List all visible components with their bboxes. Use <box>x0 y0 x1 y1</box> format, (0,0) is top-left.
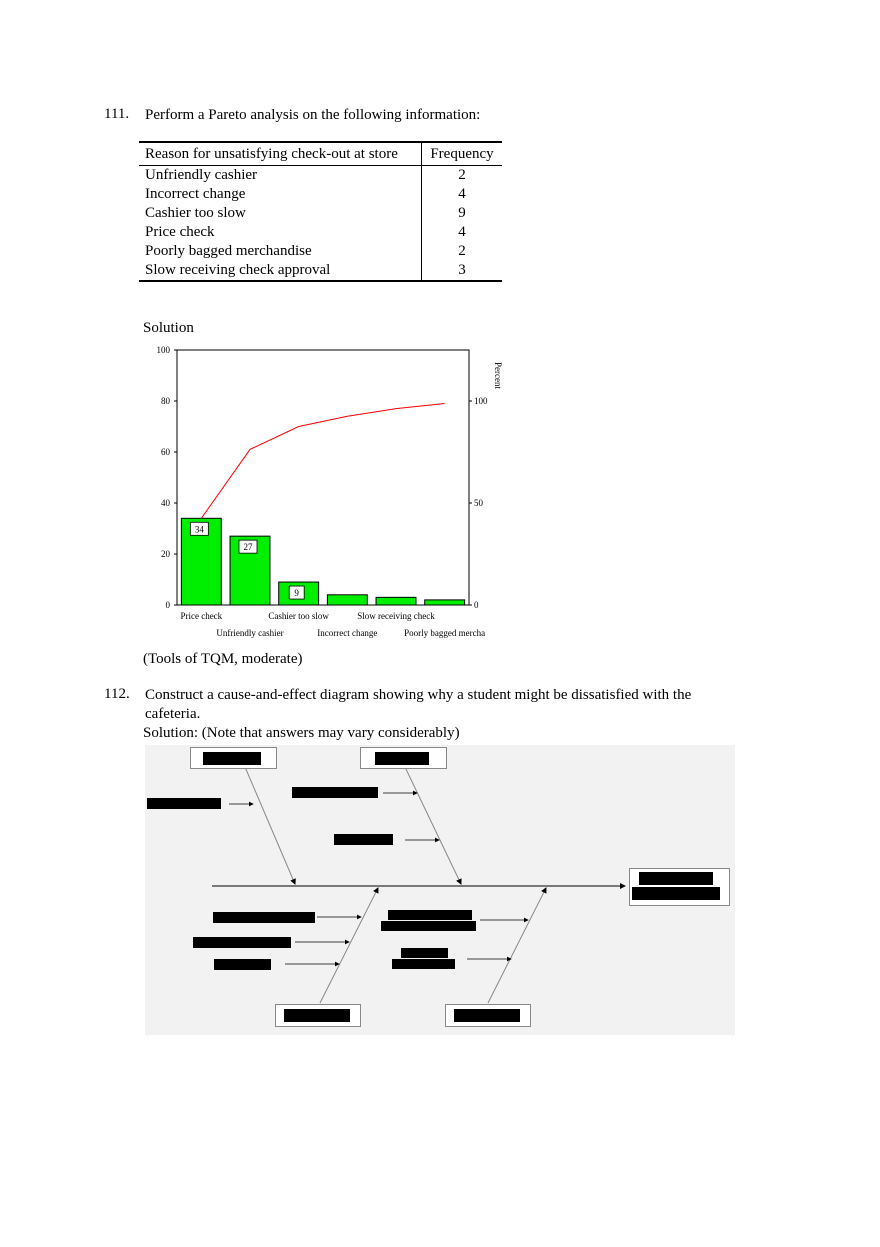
table-header-reason: Reason for unsatisfying check-out at store <box>145 146 398 162</box>
redacted-cause <box>292 787 378 798</box>
y-tick-label: 40 <box>161 498 170 508</box>
row-frequency: 2 <box>422 242 503 261</box>
table-row <box>139 166 502 186</box>
y-tick-label: 80 <box>161 396 170 406</box>
redacted-label <box>454 1009 520 1022</box>
redacted-cause <box>388 910 472 920</box>
category-box <box>445 1004 531 1027</box>
row-reason: Price check <box>145 224 215 240</box>
bar-5 <box>425 600 465 605</box>
fishbone-branch <box>245 767 295 884</box>
question-111-number: 111. <box>104 106 130 122</box>
row-reason: Cashier too slow <box>145 205 246 221</box>
question-112-prompt-line1: Construct a cause-and-effect diagram showing why a student might be dissatisfied with the <box>145 687 692 703</box>
row-frequency: 4 <box>422 185 503 204</box>
question-111-prompt: Perform a Pareto analysis on the following information: <box>145 107 481 123</box>
table-row <box>139 242 502 261</box>
table-row <box>139 204 502 223</box>
pareto-chart <box>140 340 520 640</box>
x-tick-label-3: Incorrect change <box>317 628 378 638</box>
fishbone-diagram <box>145 745 735 1035</box>
y2-tick-label: 100 <box>474 396 488 406</box>
bar-4 <box>376 597 416 605</box>
y-tick-label: 20 <box>161 549 170 559</box>
x-tick-label-5: Poorly bagged mercha <box>404 628 486 638</box>
y2-tick-label: 50 <box>474 498 483 508</box>
category-box <box>275 1004 361 1027</box>
x-tick-label-4: Slow receiving check <box>357 611 435 621</box>
redacted-cause <box>147 798 221 809</box>
row-frequency: 3 <box>422 261 503 281</box>
redacted-label <box>375 752 429 765</box>
x-tick-label-1: Unfriendly cashier <box>216 628 284 638</box>
table-header-frequency: Frequency <box>422 142 503 166</box>
redacted-label <box>284 1009 350 1022</box>
fishbone-branch <box>320 888 378 1003</box>
question-112-number: 112. <box>104 686 130 702</box>
row-reason: Unfriendly cashier <box>145 167 258 183</box>
row-frequency: 9 <box>422 204 503 223</box>
y-tick-label: 100 <box>156 345 170 355</box>
cumulative-percent-line <box>201 404 444 519</box>
fishbone-branch <box>488 888 546 1003</box>
x-tick-label-0: Price check <box>180 611 223 621</box>
redacted-cause <box>381 921 476 931</box>
category-box <box>360 747 447 769</box>
question-112-prompt-line2: cafeteria. <box>145 706 201 722</box>
footnote-111: (Tools of TQM, moderate) <box>143 651 303 667</box>
redacted-label <box>203 752 261 765</box>
y-tick-label: 60 <box>161 447 170 457</box>
redacted-cause <box>193 937 291 948</box>
bar-3 <box>327 595 367 605</box>
table-row <box>139 223 502 242</box>
redacted-cause <box>401 948 448 958</box>
data-label-0: 34 <box>194 524 204 535</box>
effect-box <box>629 868 730 906</box>
row-frequency: 4 <box>422 223 503 242</box>
row-reason: Incorrect change <box>145 186 246 202</box>
redacted-cause <box>213 912 315 923</box>
row-frequency: 2 <box>422 166 503 186</box>
table-row <box>139 261 502 281</box>
redacted-cause <box>392 959 455 969</box>
data-label-1: 27 <box>243 542 253 553</box>
x-tick-label-2: Cashier too slow <box>268 611 329 621</box>
solution-label-111: Solution <box>143 320 194 336</box>
row-reason: Poorly bagged merchandise <box>145 243 312 259</box>
redacted-cause <box>214 959 271 970</box>
fishbone-branch <box>405 767 461 884</box>
table-row <box>139 185 502 204</box>
redacted-label <box>639 872 713 885</box>
solution-label-112: Solution: (Note that answers may vary considerably) <box>143 725 460 741</box>
redacted-cause <box>334 834 393 845</box>
data-label-2: 9 <box>294 588 299 599</box>
category-box <box>190 747 277 769</box>
row-reason: Slow receiving check approval <box>145 262 331 278</box>
y2-tick-label: 0 <box>474 600 479 610</box>
y2-axis-label: Percent <box>493 362 503 389</box>
y-tick-label: 0 <box>165 600 170 610</box>
redacted-label <box>632 887 720 900</box>
frequency-table <box>139 141 502 282</box>
